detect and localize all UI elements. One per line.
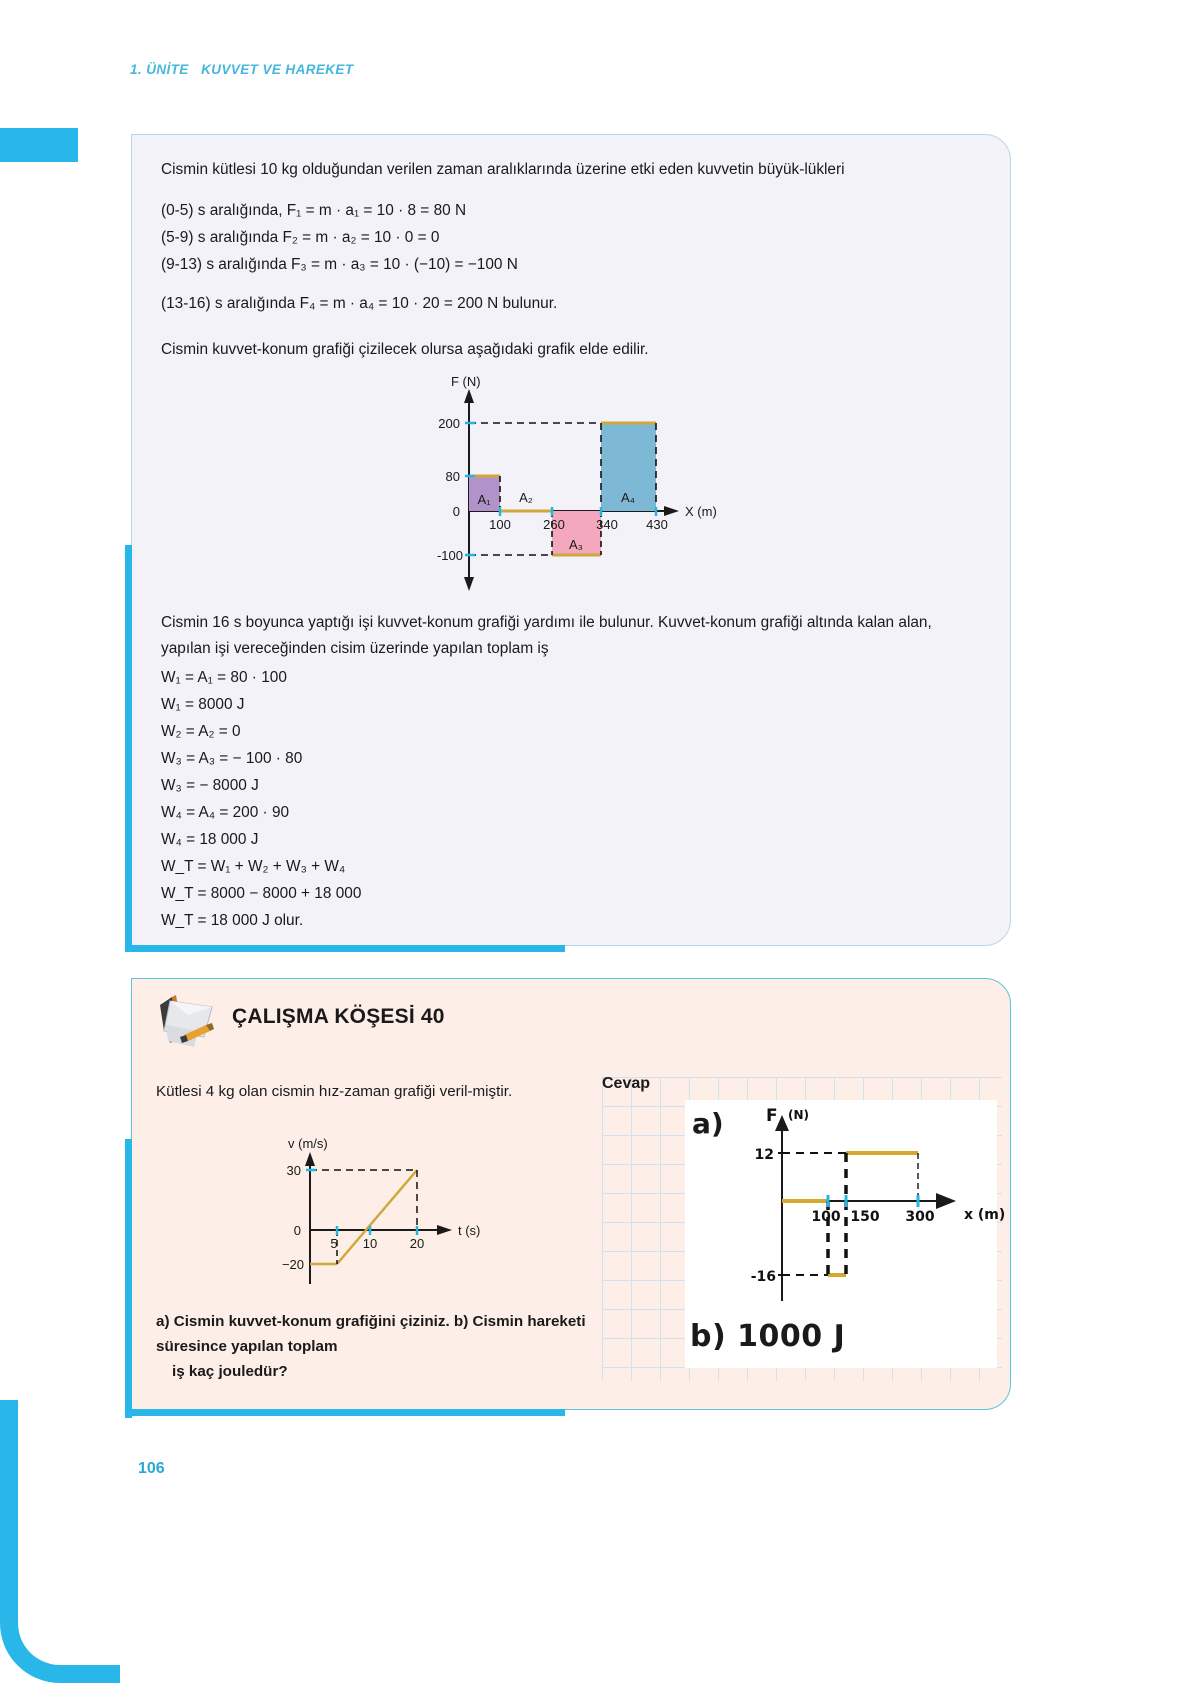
work-line-7: W₄ = 18 000 J bbox=[161, 831, 259, 848]
question-b-cont: iş kaç jouledür? bbox=[172, 1363, 288, 1380]
work-line-6: W₄ = A₄ = 200 · 90 bbox=[161, 804, 290, 821]
answer-label: Cevap bbox=[602, 1075, 651, 1092]
accent-bar-left bbox=[125, 545, 132, 945]
chart3-xtick-100: 100 bbox=[811, 1209, 841, 1225]
force-position-chart bbox=[429, 374, 759, 592]
chart1-xtick-100: 100 bbox=[489, 517, 511, 532]
answer-b-text: b) 1000 J bbox=[690, 1319, 846, 1354]
page-edge-tab bbox=[0, 128, 78, 162]
solution-card bbox=[131, 134, 1011, 946]
chart2-ytick-0: 0 bbox=[293, 1223, 301, 1238]
work-line-9: W_T = 8000 − 8000 + 18 000 bbox=[161, 885, 362, 902]
chart3-ylabel-f: F bbox=[766, 1106, 778, 1126]
chart1-region-a4: A₄ bbox=[621, 490, 635, 505]
chart1-xtick-260: 260 bbox=[543, 517, 565, 532]
chart1-region-a3: A₃ bbox=[569, 537, 583, 552]
work-corner-questions bbox=[156, 1309, 586, 1384]
chart1-region-a2: A₂ bbox=[519, 490, 533, 505]
page-corner-frame bbox=[0, 1400, 120, 1683]
work-line-1: W₁ = A₁ = 80 · 100 bbox=[161, 669, 287, 686]
chart1-xtick-340: 340 bbox=[596, 517, 618, 532]
chart2-xtick-20: 20 bbox=[409, 1236, 425, 1251]
chart1-ytick-200: 200 bbox=[438, 416, 460, 431]
chart1-ytick-0: 0 bbox=[452, 504, 460, 519]
chart3-xtick-150: 150 bbox=[850, 1209, 880, 1225]
work-line-10: W_T = 18 000 J olur. bbox=[161, 912, 304, 929]
chart2-ylabel: v (m/s) bbox=[288, 1136, 328, 1151]
chart1-ytick-80: 80 bbox=[445, 469, 460, 484]
work-line-5: W₃ = − 8000 J bbox=[161, 777, 259, 794]
chart1-xlabel: X (m) bbox=[685, 504, 717, 519]
chart3-ytick-neg16: -16 bbox=[750, 1269, 776, 1285]
chart3-ytick-12: 12 bbox=[754, 1147, 774, 1163]
chart2-ytick-neg20: −20 bbox=[281, 1257, 304, 1272]
force-line-2: (5-9) s aralığında F₂ = m · a₂ = 10 · 0 = 0 bbox=[161, 229, 440, 246]
work-corner-body: Kütlesi 4 kg olan cismin hız-zaman grafiği veril-miştir. bbox=[156, 1083, 513, 1100]
answer-a-marker: a) bbox=[692, 1107, 724, 1140]
chart2-ytick-30: 30 bbox=[286, 1163, 301, 1178]
work-corner-card bbox=[131, 978, 1011, 1410]
work-line-8: W_T = W₁ + W₂ + W₃ + W₄ bbox=[161, 858, 346, 875]
pencil-paper-icon bbox=[154, 991, 224, 1053]
answer-force-position-chart bbox=[742, 1101, 1012, 1316]
chart2-xlabel: t (s) bbox=[458, 1223, 481, 1238]
graph-lead-text: Cismin kuvvet-konum grafiği çizilecek olursa aşağıdaki grafik elde edilir. bbox=[161, 341, 649, 358]
chart1-ytick-neg100: -100 bbox=[436, 548, 463, 563]
force-line-1: (0-5) s aralığında, F₁ = m · a₁ = 10 · 8 = 80 N bbox=[161, 202, 467, 219]
work-lead-text: Cismin 16 s boyunca yaptığı işi kuvvet-konum grafiği yardımı ile bulunur. Kuvvet-konum grafiği altında kalan alan, yapılan işi vereceğinden cisim üzerinde yapılan toplam iş bbox=[161, 614, 932, 657]
velocity-time-chart bbox=[262, 1134, 522, 1294]
solution-intro: Cismin kütlesi 10 kg olduğundan verilen zaman aralıklarında üzerine etki eden kuvvetin büyük-lükleri bbox=[161, 161, 845, 178]
force-line-3: (9-13) s aralığında F₃ = m · a₃ = 10 · (−10) = −100 N bbox=[161, 256, 518, 273]
work-line-4: W₃ = A₃ = − 100 · 80 bbox=[161, 750, 303, 767]
question-a: a) Cismin kuvvet-konum grafiğini çiziniz. bbox=[156, 1313, 450, 1330]
page-number: 106 bbox=[138, 1460, 165, 1477]
running-head: 1. ÜNİTE KUVVET VE HAREKET bbox=[130, 62, 354, 77]
work-line-3: W₂ = A₂ = 0 bbox=[161, 723, 241, 740]
accent-bar-bottom bbox=[125, 1409, 565, 1416]
work-line-2: W₁ = 8000 J bbox=[161, 696, 245, 713]
accent-bar-bottom bbox=[125, 945, 565, 952]
work-corner-title: ÇALIŞMA KÖŞESİ 40 bbox=[232, 1005, 445, 1028]
question-b: b) Cismin hareketi süresince yapılan toplam bbox=[156, 1313, 586, 1355]
chart3-xtick-300: 300 bbox=[905, 1209, 935, 1225]
chart3-xlabel: x (m) bbox=[964, 1207, 1006, 1223]
chart3-ylabel-unit: (N) bbox=[788, 1108, 810, 1122]
chart1-ylabel: F (N) bbox=[451, 374, 481, 389]
force-line-4: (13-16) s aralığında F₄ = m · a₄ = 10 · 20 = 200 N bulunur. bbox=[161, 295, 558, 312]
accent-bar-left bbox=[125, 1139, 132, 1418]
chart2-xtick-10: 10 bbox=[362, 1236, 378, 1251]
chart1-region-a1: A₁ bbox=[477, 492, 491, 507]
chart2-xtick-5: 5 bbox=[330, 1236, 338, 1251]
chart1-xtick-430: 430 bbox=[646, 517, 668, 532]
